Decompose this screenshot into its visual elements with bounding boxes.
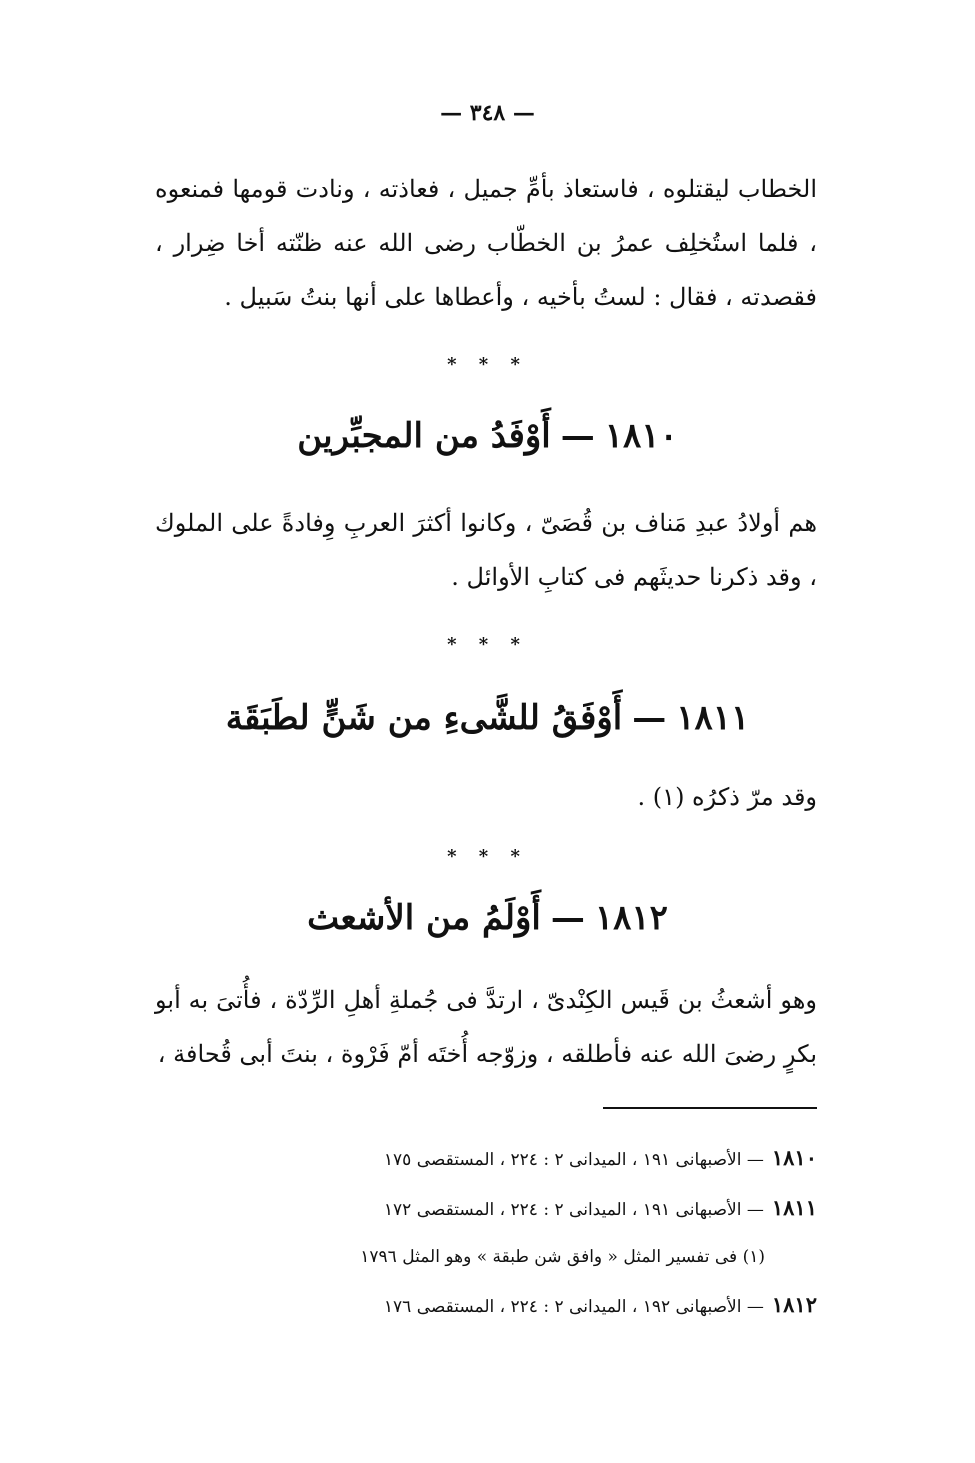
section-separator: * * * — [447, 354, 528, 375]
paragraph-1811: وقد مرّ ذكرُه (١) . — [637, 783, 817, 811]
section-separator: * * * — [447, 634, 528, 655]
proverb-title: أَوْفَدُ من المجبِّرين — [297, 416, 551, 456]
footnote-1811 — [155, 1184, 817, 1234]
footnote-divider — [603, 1107, 817, 1109]
footnote-text: — الأصبهانى ١٩٢ ، الميدانى ٢ : ٢٢٤ ، المستقصى ١٧٦ — [383, 1297, 764, 1317]
heading-dash: — — [550, 898, 585, 938]
paragraph-continuation: الخطاب ليقتلوه ، فاستعاذ بأمِّ جميل ، فعاذته ، ونادت قومها فمنعوه ، فلما استُخلِف عمرُ بن الخطّاب رضى الله عنه ظنّته أخا ضِرار ، فقصدته ، فقال : لستُ بأخيه ، وأعطاها على أنها بنتُ سَبيل . — [155, 175, 817, 311]
page-number: — ٣٤٨ — — [440, 100, 535, 126]
proverb-number: ١٨١٠ — [604, 416, 678, 456]
footnote-number: ١٨١١ — [771, 1195, 817, 1220]
footnote-number: ١٨١٠ — [771, 1145, 817, 1170]
footnote-text: — الأصبهانى ١٩١ ، الميدانى ٢ : ٢٢٤ ، المستقصى ١٧٢ — [383, 1200, 764, 1220]
paragraph-1812: وهو أشعثُ بن قَيس الكِنْدىّ ، ارتدَّ فى جُملةِ أهلِ الرِّدّة ، فأُتىَ به أبو بكرٍ رضىَ الله عنه فأطلقه ، وزوّجه أُختَه أمّ فَرْوة ، بنتَ أبى قُحافة ، — [155, 986, 817, 1068]
footnote-text: (١) فى تفسير المثل « وافق شن طبقة » وهو المثل ١٧٩٦ — [360, 1247, 765, 1267]
footnote-number: ١٨١٢ — [771, 1292, 817, 1317]
heading-dash: — — [632, 698, 667, 738]
footnote-1812 — [155, 1281, 817, 1331]
proverb-number: ١٨١٢ — [594, 898, 668, 938]
proverb-number: ١٨١١ — [676, 698, 750, 738]
footnotes-list — [155, 1134, 817, 1331]
section-separator: * * * — [447, 846, 528, 867]
proverb-heading-1811 — [0, 698, 975, 738]
paragraph-1810: هم أولادُ عبدِ مَناف بن قُصَىّ ، وكانوا أكثرَ العربِ وِفادةً على الملوك ، وقد ذكرنا حديثَهم فى كتابِ الأوائل . — [155, 509, 817, 591]
proverb-title: أَوْفَقُ للشَّىءِ من شَنٍّ لطَبَقَة — [225, 698, 623, 738]
footnote-text: — الأصبهانى ١٩١ ، الميدانى ٢ : ٢٢٤ ، المستقصى ١٧٥ — [383, 1150, 764, 1170]
footnote-1 — [155, 1234, 817, 1281]
heading-dash: — — [560, 416, 595, 456]
proverb-heading-1812 — [0, 898, 975, 938]
proverb-title: أَوْلَمُ من الأشعث — [307, 898, 541, 938]
footnote-1810 — [155, 1134, 817, 1184]
proverb-heading-1810 — [0, 416, 975, 456]
